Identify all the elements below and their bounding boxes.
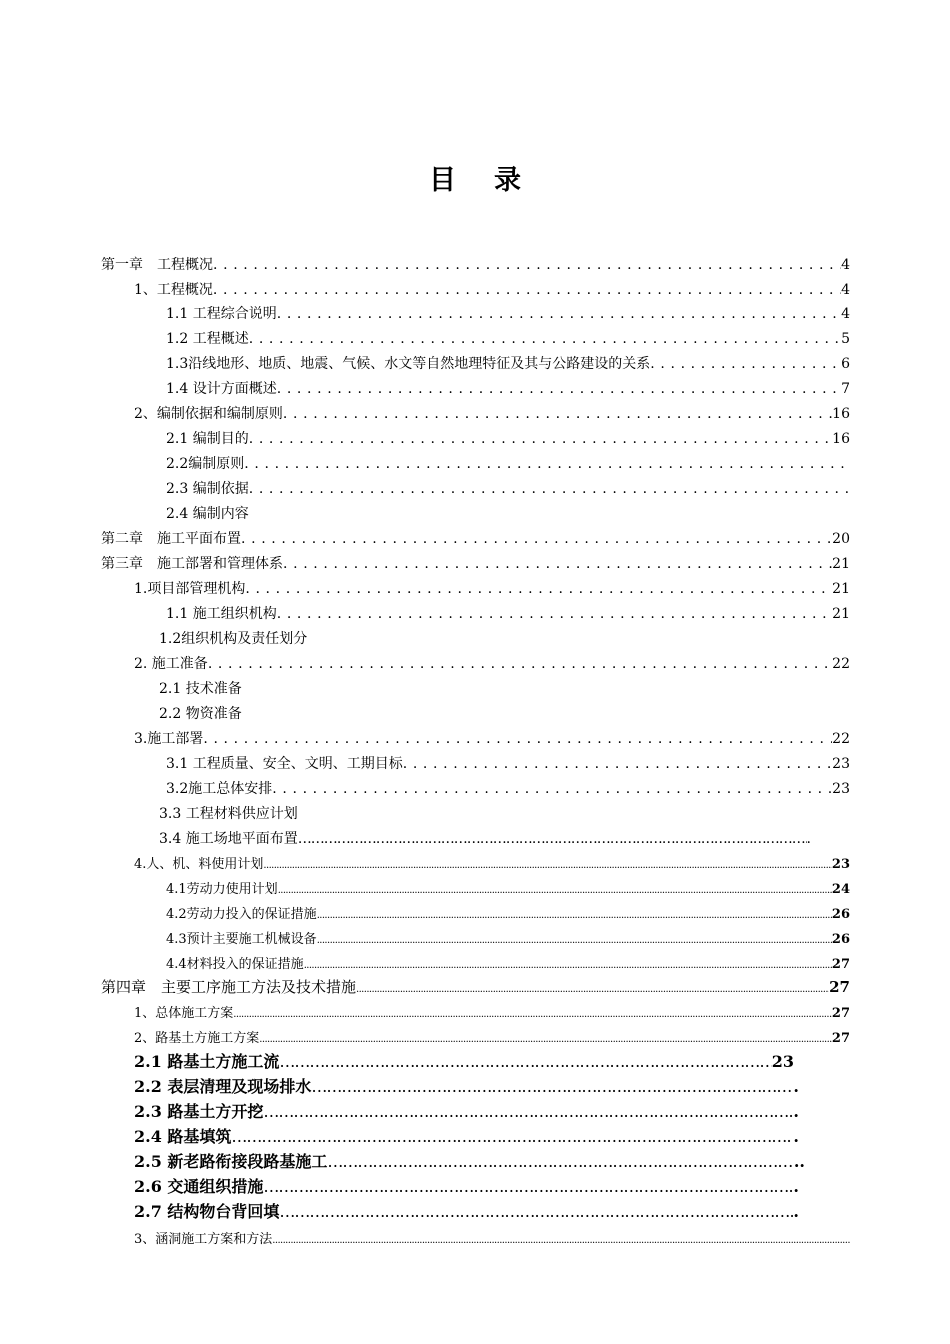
toc-entry[interactable]: 1.2 工程概述 . . . 5: [166, 328, 850, 348]
title-char-2: 录: [494, 165, 521, 196]
toc-entry[interactable]: 1.4 设计方面概述 . . . 7: [166, 378, 850, 398]
toc-entry[interactable]: 1.1 施工组织机构 . . . 21: [166, 603, 850, 623]
toc-entry[interactable]: 2.1 技术准备: [159, 681, 242, 697]
toc-entry[interactable]: 2.4 路基填筑 ……………………………………………………………………………………………………………………………………………………………………………………………………………………………………………………………………………………………… .: [134, 1124, 799, 1147]
toc-entry[interactable]: 4.4材料投入的保证措施 ..... 27: [166, 953, 850, 972]
toc-entry[interactable]: 2.2 表层清理及现场排水 ……………………………………………………………………………………………………………………………………………………………………………………………………………………………………………………………………………………………… .: [134, 1074, 799, 1097]
toc-entry[interactable]: 3、涵洞施工方案和方法 .....: [134, 1228, 850, 1247]
toc-entry[interactable]: 第一章 工程概况 . . . 4: [101, 254, 850, 274]
toc-entry[interactable]: 2.5 新老路衔接段路基施工 ……………………………………………………………………………………………………………………………………………………………………………………………………………………………………………………………………………………………… ..: [134, 1149, 805, 1172]
toc-entry[interactable]: 1.2组织机构及责任划分: [159, 631, 308, 647]
toc-entry[interactable]: 2、编制依据和编制原则 . . . 16: [134, 403, 850, 423]
toc-entry[interactable]: 2.1 编制目的 . . . 16: [166, 428, 850, 448]
toc-entry[interactable]: 2、路基土方施工方案 ..... 27: [134, 1027, 850, 1046]
toc-entry[interactable]: 1.1 工程综合说明 . . . 4: [166, 303, 850, 323]
toc-entry[interactable]: 2. 施工准备 . . . 22: [134, 653, 850, 673]
toc-entry[interactable]: 第三章 施工部署和管理体系 . . . 21: [101, 553, 850, 573]
toc-entry[interactable]: 2.2编制原则 . . .: [166, 453, 850, 473]
toc-entry[interactable]: 2.4 编制内容: [166, 506, 249, 522]
toc-entry[interactable]: 4.人、机、料使用计划 ..... 23: [134, 853, 850, 872]
toc-entry[interactable]: 3.4 施工场地平面布置 ……………………………………………………………………………………………………………………………………………………………………………………………………………………………………………………………………………………………… .: [159, 828, 811, 848]
toc-entry[interactable]: 第四章 主要工序施工方法及技术措施 ..... 27: [101, 976, 850, 997]
toc-entry[interactable]: 2.6 交通组织措施 ……………………………………………………………………………………………………………………………………………………………………………………………………………………………………………………………………………………………… .: [134, 1174, 799, 1197]
toc-entry[interactable]: 3.施工部署 . . . 22: [134, 728, 850, 748]
toc-entry[interactable]: 2.3 编制依据 . . .: [166, 478, 850, 498]
title-char-1: 目: [429, 165, 456, 196]
toc-entry[interactable]: 1、工程概况 . . . 4: [134, 279, 850, 299]
toc-entry[interactable]: 2.1 路基土方施工流 ……………………………………………………………………………………………………………………………………………………………………………………………………………………………………………………………………………………………… 23: [134, 1049, 794, 1072]
toc-entry[interactable]: 3.2施工总体安排 . . . 23: [166, 778, 850, 798]
toc-entry[interactable]: 3.1 工程质量、安全、文明、工期目标 . . . 23: [166, 753, 850, 773]
toc-entry[interactable]: 2.7 结构物台背回填 ……………………………………………………………………………………………………………………………………………………………………………………………………………………………………………………………………………………………… .: [134, 1199, 799, 1222]
toc-entry[interactable]: 1.项目部管理机构 . . . 21: [134, 578, 850, 598]
toc-entry[interactable]: 2.2 物资准备: [159, 706, 242, 722]
toc-entry[interactable]: 4.2劳动力投入的保证措施 ..... 26: [166, 903, 850, 922]
toc-entry[interactable]: 1、总体施工方案 ..... 27: [134, 1002, 850, 1021]
toc-entry[interactable]: 4.3预计主要施工机械设备 ..... 26: [166, 928, 850, 947]
toc-entry[interactable]: 4.1劳动力使用计划 ..... 24: [166, 878, 850, 897]
toc-entry[interactable]: 第二章 施工平面布置 . . . 20: [101, 528, 850, 548]
toc-entry[interactable]: 2.3 路基土方开挖 ……………………………………………………………………………………………………………………………………………………………………………………………………………………………………………………………………………………………… .: [134, 1099, 799, 1122]
toc-entry[interactable]: 3.3 工程材料供应计划: [159, 806, 298, 822]
toc-entry[interactable]: 1.3沿线地形、地质、地震、气候、水文等自然地理特征及其与公路建设的关系 . . . 6: [166, 353, 850, 373]
